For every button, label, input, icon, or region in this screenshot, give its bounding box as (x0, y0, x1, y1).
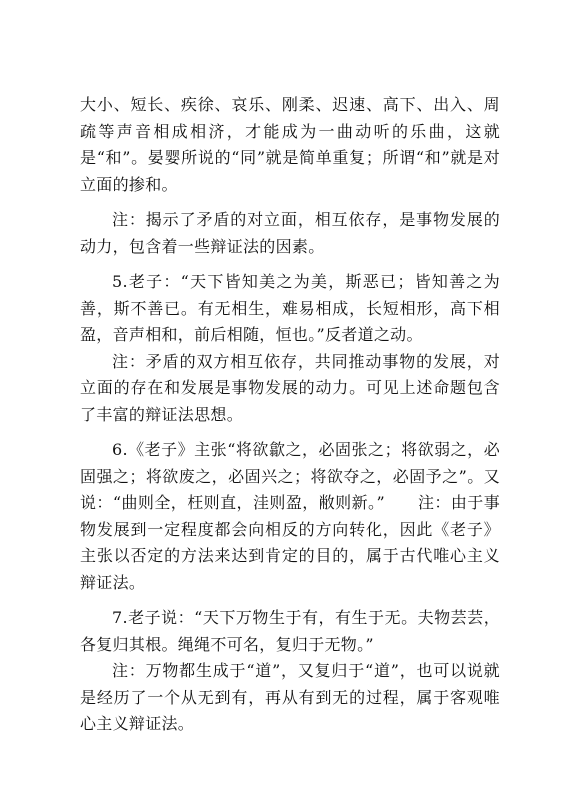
paragraph-item-7: 7.老子说：“天下万物生于有，有生于无。夫物芸芸，各复归其根。绳绳不可名，复归于无物。” (80, 608, 500, 654)
paragraph-intro: 大小、短长、疾徐、哀乐、刚柔、迟速、高下、出入、周疏等声音相成相济，才能成为一曲动听的乐曲，这就是“和”。晏婴所说的“同”就是简单重复；所谓“和”就是对立面的掺和。 (80, 95, 500, 194)
document-page (80, 92, 500, 747)
paragraph-note-1: 注：揭示了矛盾的对立面，相互依存，是事物发展的动力，包含着一些辩证法的因素。 (80, 210, 500, 256)
paragraph-item-5: 5.老子：“天下皆知美之为美，斯恶已；皆知善之为善，斯不善已。有无相生，难易相成，长短相形，高下相盈，音声相和，前后相随，恒也。”反者道之动。 (80, 272, 500, 344)
paragraph-note-7: 注：万物都生成于“道”，又复归于“道”，也可以说就是经历了一个从无到有，再从有到无的过程，属于客观唯心主义辩证法。 (80, 661, 500, 733)
paragraph-item-6: 6.《老子》主张“将欲歙之，必固张之；将欲弱之，必固强之；将欲废之，必固兴之；将欲夺之，必固予之”。又说：“曲则全，枉则直，洼则盈，敝则新。” 注：由于事物发展到一定程度都会向相反的方向转化，因此《老子》主张以否定的方法来达到肯定的目的，属于古代唯心主义辩证法。 (80, 440, 500, 592)
paragraph-note-5: 注：矛盾的双方相互依存，共同推动事物的发展，对立面的存在和发展是事物发展的动力。可见上述命题包含了丰富的辩证法思想。 (80, 351, 500, 424)
